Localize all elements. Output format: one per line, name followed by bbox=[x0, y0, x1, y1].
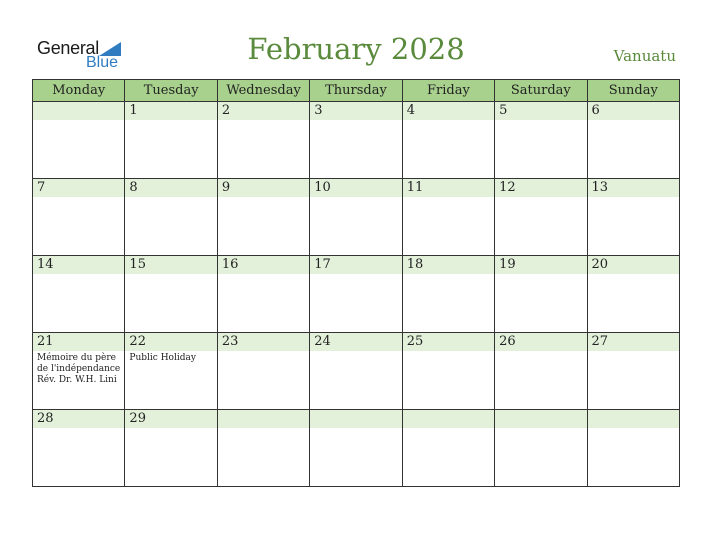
day-number: 12 bbox=[499, 180, 516, 195]
logo-general-text: General bbox=[37, 38, 99, 58]
weekday-header: Saturday bbox=[495, 80, 587, 102]
weekday-header: Sunday bbox=[587, 80, 679, 102]
day-number: 16 bbox=[221, 257, 239, 272]
week-row bbox=[33, 410, 680, 487]
day-number: 29 bbox=[129, 411, 146, 426]
day-number: 6 bbox=[591, 103, 600, 118]
day-cell bbox=[402, 256, 494, 333]
day-cell bbox=[310, 102, 402, 179]
day-number: 1 bbox=[129, 103, 138, 118]
week-row bbox=[33, 256, 680, 333]
day-number: 27 bbox=[591, 334, 609, 349]
calendar-grid bbox=[32, 79, 680, 487]
day-number: 13 bbox=[591, 180, 609, 195]
week-row bbox=[33, 333, 680, 410]
day-cell bbox=[217, 102, 309, 179]
day-cell bbox=[495, 333, 587, 410]
day-number: 20 bbox=[591, 257, 609, 272]
day-cell bbox=[402, 333, 494, 410]
day-cell bbox=[33, 410, 125, 487]
day-cell bbox=[495, 410, 587, 487]
day-cell bbox=[217, 410, 309, 487]
day-number: 4 bbox=[406, 103, 415, 118]
day-number: 24 bbox=[314, 334, 331, 349]
day-cell bbox=[495, 102, 587, 179]
day-cell bbox=[402, 179, 494, 256]
day-cell bbox=[217, 333, 309, 410]
day-cell bbox=[402, 410, 494, 487]
weekday-header: Tuesday bbox=[125, 80, 217, 102]
week-row bbox=[33, 179, 680, 256]
day-cell bbox=[125, 179, 217, 256]
day-cell bbox=[33, 102, 125, 179]
day-number: 9 bbox=[221, 180, 231, 195]
day-cell bbox=[495, 179, 587, 256]
weekday-header: Wednesday bbox=[217, 80, 309, 102]
holiday-event: Public Holiday bbox=[129, 353, 196, 363]
day-cell bbox=[125, 102, 217, 179]
day-number: 5 bbox=[499, 103, 508, 118]
day-number: 28 bbox=[37, 411, 54, 426]
calendar-title: February 2028 bbox=[247, 32, 465, 66]
day-number: 18 bbox=[406, 257, 424, 272]
day-number: 7 bbox=[37, 180, 46, 195]
day-cell bbox=[495, 256, 587, 333]
weekday-header: Friday bbox=[402, 80, 494, 102]
day-cell bbox=[125, 333, 217, 410]
day-number: 15 bbox=[129, 257, 146, 272]
day-cell bbox=[310, 333, 402, 410]
day-number: 14 bbox=[37, 257, 54, 272]
day-number: 17 bbox=[314, 257, 331, 272]
day-number: 26 bbox=[499, 334, 516, 349]
day-number: 22 bbox=[129, 334, 146, 349]
day-number: 11 bbox=[406, 180, 424, 195]
day-cell bbox=[587, 333, 679, 410]
weekday-header: Thursday bbox=[310, 80, 402, 102]
day-cell bbox=[587, 410, 679, 487]
day-number: 8 bbox=[129, 180, 138, 195]
day-cell bbox=[587, 256, 679, 333]
day-cell bbox=[217, 179, 309, 256]
day-cell bbox=[310, 410, 402, 487]
day-number: 25 bbox=[406, 334, 424, 349]
day-cell bbox=[402, 102, 494, 179]
day-cell bbox=[125, 410, 217, 487]
day-number: 19 bbox=[499, 257, 516, 272]
day-cell bbox=[33, 256, 125, 333]
week-row bbox=[33, 102, 680, 179]
day-cell bbox=[33, 179, 125, 256]
day-cell bbox=[33, 333, 125, 410]
weekday-header: Monday bbox=[33, 80, 125, 102]
weekday-header-row bbox=[33, 80, 680, 102]
day-cell bbox=[125, 256, 217, 333]
day-cell bbox=[587, 179, 679, 256]
day-number: 10 bbox=[314, 180, 331, 195]
logo-blue-text: Blue bbox=[86, 54, 119, 71]
day-cell bbox=[310, 179, 402, 256]
holiday-event: Mémoire du père de l'indépendance Rév. Dr. W.H. Lini bbox=[37, 353, 121, 385]
day-cell bbox=[217, 256, 309, 333]
day-cell bbox=[587, 102, 679, 179]
day-number: 3 bbox=[314, 103, 323, 118]
country-label: Vanuatu bbox=[613, 47, 676, 65]
day-number: 23 bbox=[221, 334, 239, 349]
day-cell bbox=[310, 256, 402, 333]
day-number: 2 bbox=[221, 103, 231, 118]
day-number: 21 bbox=[37, 334, 54, 349]
